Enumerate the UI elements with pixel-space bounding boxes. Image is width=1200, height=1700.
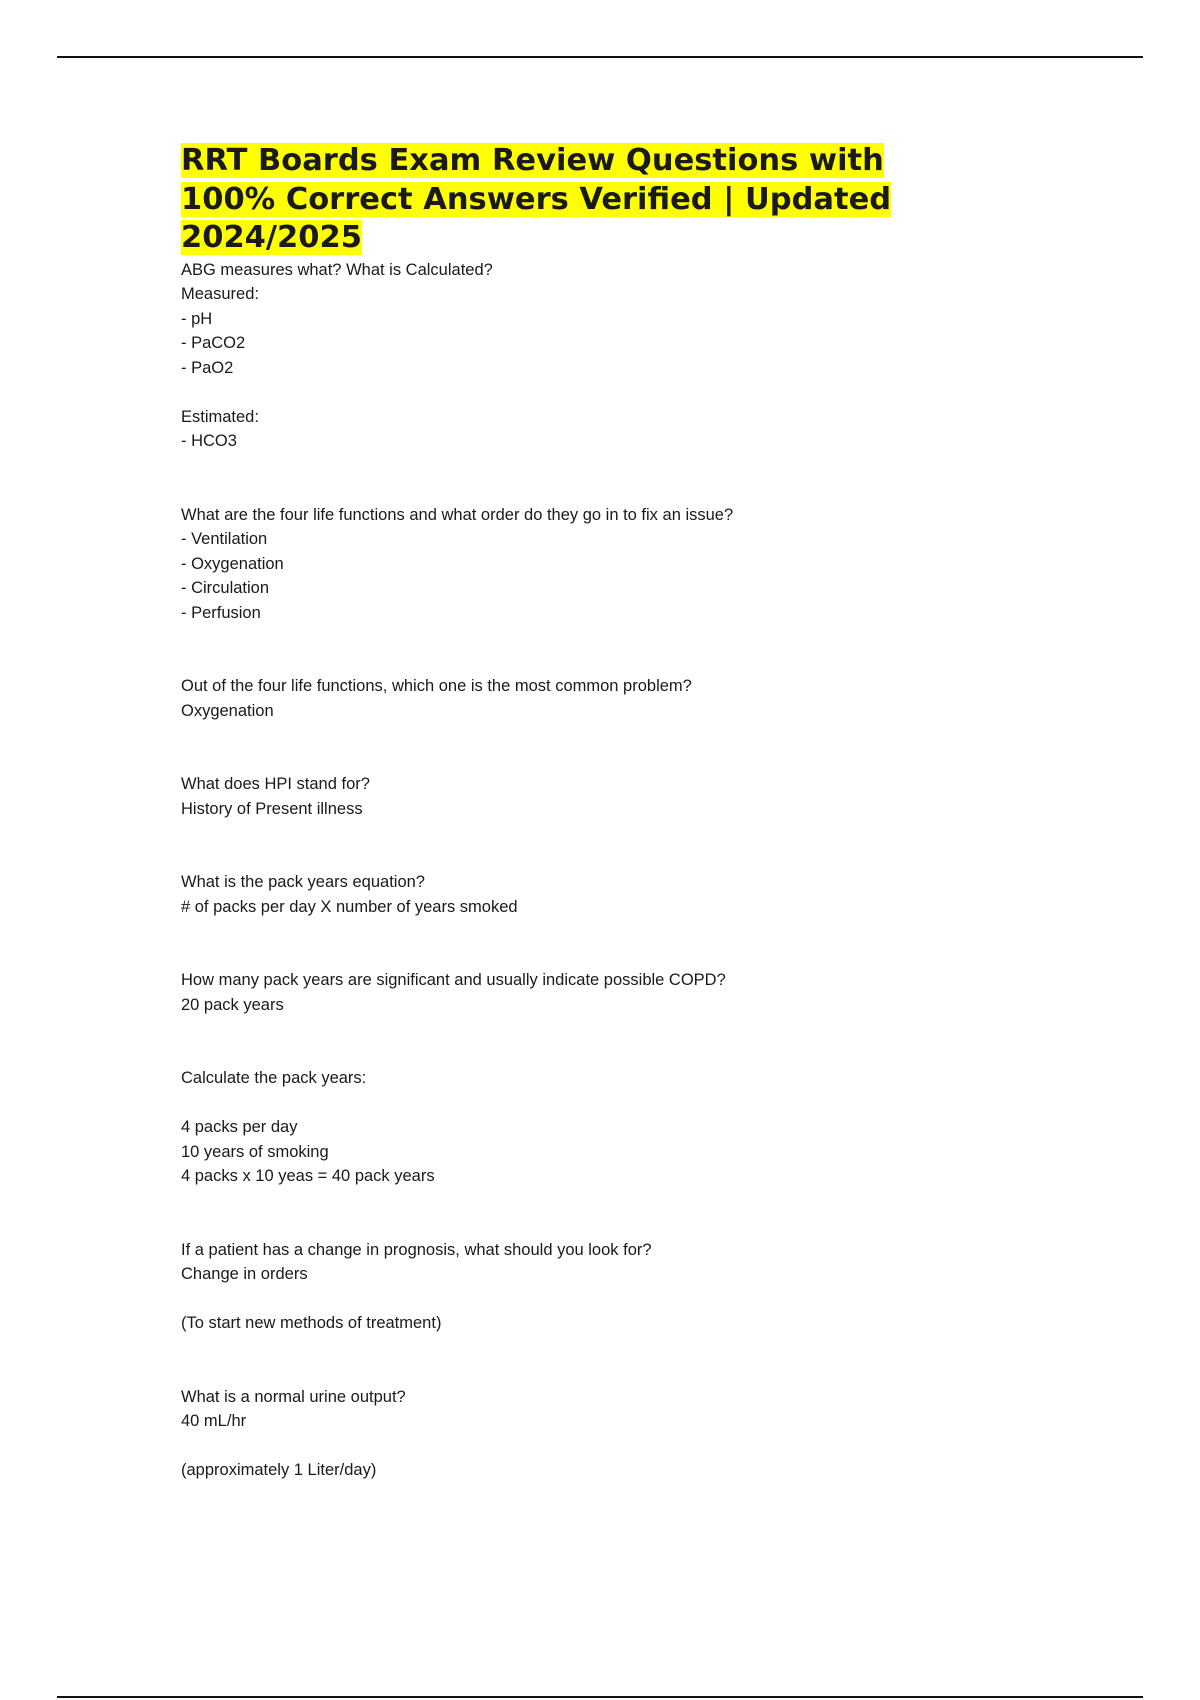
answer-line: - pH [181, 309, 213, 328]
answer-line: # of packs per day X number of years smoked [181, 897, 518, 916]
question-text: How many pack years are significant and usually indicate possible COPD? [181, 971, 726, 989]
answer-line: - PaCO2 [181, 334, 246, 352]
question-text: If a patient has a change in prognosis, what should you look for? [181, 1240, 652, 1259]
footer-rule [57, 1696, 1143, 1698]
qa-item [181, 870, 981, 919]
answer-line: 10 years of smoking [181, 1142, 329, 1161]
answer-line: (approximately 1 Liter/day) [181, 1461, 377, 1479]
answer-line: History of Present illness [181, 799, 363, 818]
answer-line: 4 packs per day [181, 1118, 298, 1136]
answer-line: 4 packs x 10 yeas = 40 pack years [181, 1167, 435, 1185]
question-text: What is the pack years equation? [181, 873, 425, 891]
qa-item [181, 674, 981, 723]
qa-item [181, 1385, 981, 1483]
question-text: Out of the four life functions, which one is the most common problem? [181, 677, 692, 695]
header-rule [57, 56, 1143, 58]
qa-item [181, 968, 981, 1017]
answer-line: - Ventilation [181, 530, 268, 548]
answer-line: 20 pack years [181, 995, 284, 1014]
qa-item [181, 772, 981, 821]
document-title [181, 142, 981, 258]
answer-line: - Oxygenation [181, 554, 284, 573]
answer-line: - Circulation [181, 579, 270, 597]
document-title-text: RRT Boards Exam Review Questions with 100% Correct Answers Verified | Updated 2024/2025 [181, 143, 892, 255]
answer-line: (To start new methods of treatment) [181, 1314, 442, 1332]
answer-line [181, 1434, 981, 1459]
question-text: What is a normal urine output? [181, 1387, 406, 1406]
answer-line: Oxygenation [181, 701, 274, 720]
document-body [181, 142, 981, 1483]
answer-line: Estimated: [181, 407, 259, 426]
qa-item [181, 1238, 981, 1336]
qa-item [181, 1066, 981, 1189]
answer-line: 40 mL/hr [181, 1412, 247, 1430]
qa-item [181, 258, 981, 454]
answer-line [181, 1091, 981, 1116]
qa-list [181, 258, 981, 1483]
answer-line: Measured: [181, 285, 259, 303]
question-text: What does HPI stand for? [181, 775, 370, 793]
question-text: Calculate the pack years: [181, 1069, 367, 1087]
question-text: What are the four life functions and what order do they go in to fix an issue? [181, 505, 734, 524]
answer-line: Change in orders [181, 1265, 308, 1283]
qa-item [181, 503, 981, 626]
answer-line: - HCO3 [181, 432, 237, 450]
question-text: ABG measures what? What is Calculated? [181, 260, 493, 279]
answer-line [181, 1287, 981, 1312]
answer-line: - PaO2 [181, 358, 234, 377]
answer-line: - Perfusion [181, 603, 261, 622]
answer-line [181, 380, 981, 405]
